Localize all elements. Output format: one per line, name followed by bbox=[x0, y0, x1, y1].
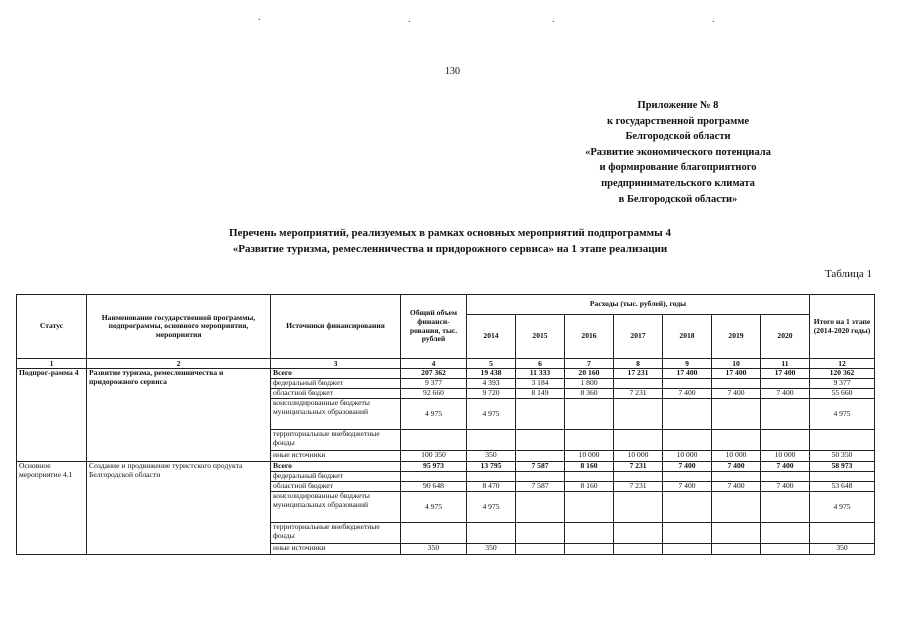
value-cell bbox=[516, 544, 565, 555]
appendix-line: предпринимательского климата bbox=[601, 177, 755, 189]
header-year: 2018 bbox=[663, 315, 712, 359]
value-cell: 7 400 bbox=[761, 389, 810, 399]
value-cell: 350 bbox=[467, 544, 516, 555]
source-cell: федеральный бюджет bbox=[271, 379, 401, 389]
value-cell: 350 bbox=[810, 544, 875, 555]
value-cell bbox=[663, 472, 712, 482]
column-number: 3 bbox=[271, 359, 401, 369]
value-cell: 120 362 bbox=[810, 369, 875, 379]
value-cell bbox=[810, 523, 875, 544]
value-cell bbox=[712, 492, 761, 523]
column-number: 7 bbox=[565, 359, 614, 369]
value-cell bbox=[516, 492, 565, 523]
value-cell bbox=[467, 430, 516, 451]
title-line: «Развитие туризма, ремесленничества и придорожного сервиса» на 1 этапе реализации bbox=[232, 243, 668, 255]
value-cell bbox=[401, 430, 467, 451]
header-sources: Источники финансирования bbox=[271, 295, 401, 359]
value-cell: 4 975 bbox=[810, 492, 875, 523]
header-year: 2014 bbox=[467, 315, 516, 359]
value-cell: 4 975 bbox=[401, 492, 467, 523]
value-cell: 17 400 bbox=[663, 369, 712, 379]
source-cell: территориальные внебюджетные фонды bbox=[271, 523, 401, 544]
value-cell bbox=[565, 399, 614, 430]
value-cell bbox=[516, 451, 565, 462]
column-number-row bbox=[17, 359, 875, 369]
value-cell: 7 400 bbox=[761, 462, 810, 472]
source-cell: консолидированные бюджеты муниципальных образований bbox=[271, 492, 401, 523]
appendix-heading bbox=[548, 98, 808, 207]
value-cell: 350 bbox=[401, 544, 467, 555]
value-cell bbox=[712, 544, 761, 555]
source-cell: консолидированные бюджеты муниципальных образований bbox=[271, 399, 401, 430]
value-cell bbox=[614, 399, 663, 430]
document-title bbox=[150, 225, 750, 257]
value-cell bbox=[516, 472, 565, 482]
column-number: 10 bbox=[712, 359, 761, 369]
value-cell bbox=[712, 379, 761, 389]
value-cell bbox=[565, 523, 614, 544]
value-cell bbox=[761, 492, 810, 523]
value-cell bbox=[614, 379, 663, 389]
source-cell: областной бюджет bbox=[271, 389, 401, 399]
value-cell bbox=[663, 492, 712, 523]
value-cell: 3 184 bbox=[516, 379, 565, 389]
appendix-line: Приложение № 8 bbox=[637, 100, 719, 111]
value-cell: 7 587 bbox=[516, 462, 565, 472]
value-cell bbox=[712, 472, 761, 482]
value-cell bbox=[663, 399, 712, 430]
value-cell: 8 470 bbox=[467, 482, 516, 492]
value-cell: 20 160 bbox=[565, 369, 614, 379]
value-cell bbox=[663, 544, 712, 555]
value-cell: 9 377 bbox=[810, 379, 875, 389]
source-cell: федеральный бюджет bbox=[271, 472, 401, 482]
value-cell bbox=[712, 430, 761, 451]
table-row bbox=[17, 369, 875, 379]
value-cell: 7 400 bbox=[712, 462, 761, 472]
value-cell: 4 975 bbox=[467, 492, 516, 523]
value-cell bbox=[761, 544, 810, 555]
value-cell bbox=[565, 492, 614, 523]
value-cell bbox=[401, 523, 467, 544]
value-cell: 7 231 bbox=[614, 462, 663, 472]
value-cell: 7 400 bbox=[663, 462, 712, 472]
value-cell: 17 400 bbox=[761, 369, 810, 379]
page-number: 130 bbox=[445, 66, 460, 77]
column-number: 11 bbox=[761, 359, 810, 369]
column-number: 9 bbox=[663, 359, 712, 369]
value-cell: 7 400 bbox=[712, 389, 761, 399]
value-cell: 4 975 bbox=[810, 399, 875, 430]
column-number: 12 bbox=[810, 359, 875, 369]
source-cell: Всего bbox=[271, 462, 401, 472]
value-cell bbox=[516, 399, 565, 430]
value-cell: 10 000 bbox=[565, 451, 614, 462]
value-cell bbox=[761, 430, 810, 451]
table-body bbox=[17, 359, 875, 555]
value-cell bbox=[614, 523, 663, 544]
value-cell: 11 333 bbox=[516, 369, 565, 379]
value-cell bbox=[712, 523, 761, 544]
header-name: Наименование государственной программы, подпрограммы, основного мероприятия, мероприятия bbox=[87, 295, 271, 359]
column-number: 4 bbox=[401, 359, 467, 369]
measures-table bbox=[16, 294, 875, 555]
name-cell: Создание и продвижение туристского продукта Белгородской области bbox=[87, 462, 271, 555]
value-cell bbox=[614, 492, 663, 523]
value-cell bbox=[614, 430, 663, 451]
header-year: 2017 bbox=[614, 315, 663, 359]
value-cell bbox=[663, 379, 712, 389]
value-cell bbox=[810, 430, 875, 451]
value-cell: 207 362 bbox=[401, 369, 467, 379]
value-cell: 7 231 bbox=[614, 389, 663, 399]
value-cell: 50 350 bbox=[810, 451, 875, 462]
value-cell: 8 149 bbox=[516, 389, 565, 399]
value-cell: 7 400 bbox=[761, 482, 810, 492]
source-cell: территориальные внебюджетные фонды bbox=[271, 430, 401, 451]
name-cell: Развитие туризма, ремесленничества и придорожного сервиса bbox=[87, 369, 271, 462]
column-number: 5 bbox=[467, 359, 516, 369]
appendix-line: «Развитие экономического потенциала bbox=[585, 146, 771, 158]
value-cell: 10 000 bbox=[663, 451, 712, 462]
value-cell: 7 231 bbox=[614, 482, 663, 492]
column-number: 6 bbox=[516, 359, 565, 369]
status-cell: Подпрог-рамма 4 bbox=[17, 369, 87, 462]
value-cell: 350 bbox=[467, 451, 516, 462]
value-cell: 7 400 bbox=[663, 389, 712, 399]
value-cell: 90 648 bbox=[401, 482, 467, 492]
appendix-line: в Белгородской области» bbox=[618, 193, 738, 205]
value-cell: 17 231 bbox=[614, 369, 663, 379]
header-total: Общий объем финанси-рования, тыс. рублей bbox=[401, 295, 467, 359]
value-cell: 53 648 bbox=[810, 482, 875, 492]
value-cell: 92 660 bbox=[401, 389, 467, 399]
appendix-line: Белгородской области bbox=[625, 131, 731, 143]
appendix-line: и формирование благоприятного bbox=[599, 162, 757, 174]
value-cell: 8 160 bbox=[565, 482, 614, 492]
header-year: 2020 bbox=[761, 315, 810, 359]
column-number: 2 bbox=[87, 359, 271, 369]
value-cell: 7 400 bbox=[712, 482, 761, 492]
value-cell: 10 000 bbox=[614, 451, 663, 462]
value-cell: 8 360 bbox=[565, 389, 614, 399]
value-cell bbox=[467, 472, 516, 482]
value-cell bbox=[810, 472, 875, 482]
value-cell bbox=[516, 523, 565, 544]
value-cell: 1 800 bbox=[565, 379, 614, 389]
value-cell: 58 973 bbox=[810, 462, 875, 472]
value-cell: 55 660 bbox=[810, 389, 875, 399]
status-cell: Основное мероприятие 4.1 bbox=[17, 462, 87, 555]
column-number: 8 bbox=[614, 359, 663, 369]
value-cell: 100 350 bbox=[401, 451, 467, 462]
value-cell bbox=[516, 430, 565, 451]
source-cell: иные источники bbox=[271, 451, 401, 462]
value-cell bbox=[663, 523, 712, 544]
value-cell: 19 438 bbox=[467, 369, 516, 379]
header-year: 2016 bbox=[565, 315, 614, 359]
value-cell bbox=[401, 472, 467, 482]
header-status: Статус bbox=[17, 295, 87, 359]
table-label: Таблица 1 bbox=[824, 268, 872, 280]
source-cell: областной бюджет bbox=[271, 482, 401, 492]
value-cell: 7 400 bbox=[663, 482, 712, 492]
value-cell: 95 973 bbox=[401, 462, 467, 472]
value-cell bbox=[565, 544, 614, 555]
title-line: Перечень мероприятий, реализуемых в рамках основных мероприятий подпрограммы 4 bbox=[229, 227, 671, 239]
value-cell bbox=[761, 379, 810, 389]
value-cell bbox=[761, 523, 810, 544]
source-cell: Всего bbox=[271, 369, 401, 379]
value-cell bbox=[614, 544, 663, 555]
value-cell: 4 393 bbox=[467, 379, 516, 389]
value-cell: 10 000 bbox=[712, 451, 761, 462]
value-cell: 4 975 bbox=[467, 399, 516, 430]
header-year: 2019 bbox=[712, 315, 761, 359]
column-number: 1 bbox=[17, 359, 87, 369]
value-cell: 13 795 bbox=[467, 462, 516, 472]
header-expenses: Расходы (тыс. рублей), годы bbox=[467, 295, 810, 315]
header-stage-total: Итого на 1 этапе (2014-2020 годы) bbox=[810, 295, 875, 359]
table-row bbox=[17, 462, 875, 472]
value-cell: 17 400 bbox=[712, 369, 761, 379]
value-cell: 9 720 bbox=[467, 389, 516, 399]
value-cell bbox=[712, 399, 761, 430]
value-cell: 7 587 bbox=[516, 482, 565, 492]
header-year: 2015 bbox=[516, 315, 565, 359]
value-cell bbox=[565, 430, 614, 451]
source-cell: иные источники bbox=[271, 544, 401, 555]
appendix-line: к государственной программе bbox=[606, 115, 750, 127]
value-cell bbox=[761, 399, 810, 430]
value-cell bbox=[467, 523, 516, 544]
value-cell: 4 975 bbox=[401, 399, 467, 430]
value-cell: 8 160 bbox=[565, 462, 614, 472]
value-cell: 10 000 bbox=[761, 451, 810, 462]
value-cell: 9 377 bbox=[401, 379, 467, 389]
value-cell bbox=[565, 472, 614, 482]
value-cell bbox=[663, 430, 712, 451]
value-cell bbox=[761, 472, 810, 482]
value-cell bbox=[614, 472, 663, 482]
